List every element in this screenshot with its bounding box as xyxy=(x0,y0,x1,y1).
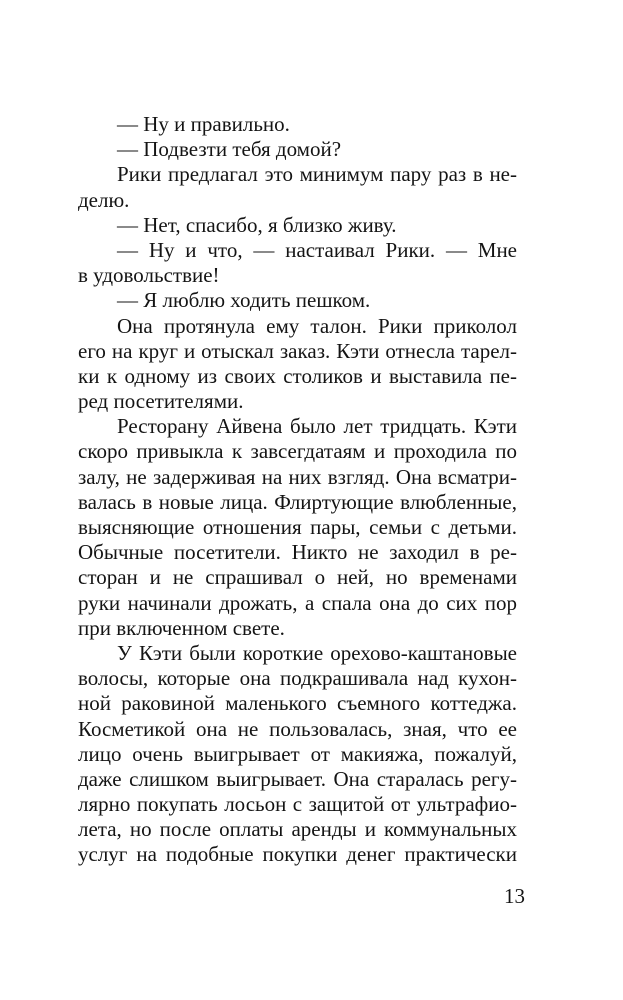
text-line: — Я люблю ходить пешком. xyxy=(117,288,371,313)
text-line: — Ну и правильно. xyxy=(117,112,290,136)
text-line: лета, но после оплаты аренды и коммунальных xyxy=(78,817,517,842)
text-line: ки к одному из своих столиков и выставила пе- xyxy=(78,363,517,388)
text-line: при включенном свете. xyxy=(78,615,285,640)
text-line: руки начинали дрожать, а спала она до сих пор xyxy=(78,590,517,615)
text-line: У Кэти были короткие орехово-каштановые xyxy=(117,640,517,665)
text-line: сторан и не спрашивал о ней, но временами xyxy=(78,565,517,590)
text-line: Косметикой она не пользовалась, зная, что ее xyxy=(78,716,517,741)
text-line: его на круг и отыскал заказ. Кэти отнесла тарел- xyxy=(78,338,517,363)
text-line: даже слишком выигрывает. Она старалась регу- xyxy=(78,766,517,791)
text-line: Обычные посетители. Никто не заходил в ре- xyxy=(78,540,517,565)
text-line: делю. xyxy=(78,187,130,212)
text-line: выясняющие отношения пары, семьи с детьми. xyxy=(78,515,517,539)
text-line: ред посетителями. xyxy=(78,389,244,414)
text-line: лярно покупать лосьон с защитой от ультрафио- xyxy=(78,792,517,817)
text-line: услуг на подобные покупки денег практически xyxy=(78,842,517,867)
text-line: валась в новые лица. Флиртующие влюбленные, xyxy=(78,489,517,514)
text-line: Ресторану Айвена было лет тридцать. Кэти xyxy=(117,414,517,439)
text-line: в удовольствие! xyxy=(78,263,220,288)
text-line: Рики предлагал это минимум пару раз в не- xyxy=(117,162,517,187)
text-line: залу, не задерживая на них взгляд. Она всматри- xyxy=(78,464,517,489)
text-line: — Нет, спасибо, я близко живу. xyxy=(117,212,397,237)
text-line: — Подвезти тебя домой? xyxy=(117,137,342,162)
text-line: Она протянула ему талон. Рики приколол xyxy=(117,313,517,338)
text-line: волосы, которые она подкрашивала над кухон- xyxy=(78,666,517,691)
text-line: — Ну и что, — настаивал Рики. — Мне xyxy=(117,237,517,262)
text-line: ной раковиной маленького съемного коттеджа. xyxy=(78,691,517,716)
body-text xyxy=(78,112,517,868)
page-number: 13 xyxy=(504,884,525,908)
text-line: скоро привыкла к завсегдатаям и проходила по xyxy=(78,439,517,464)
text-line: лицо очень выигрывает от макияжа, пожалуй, xyxy=(78,741,517,766)
